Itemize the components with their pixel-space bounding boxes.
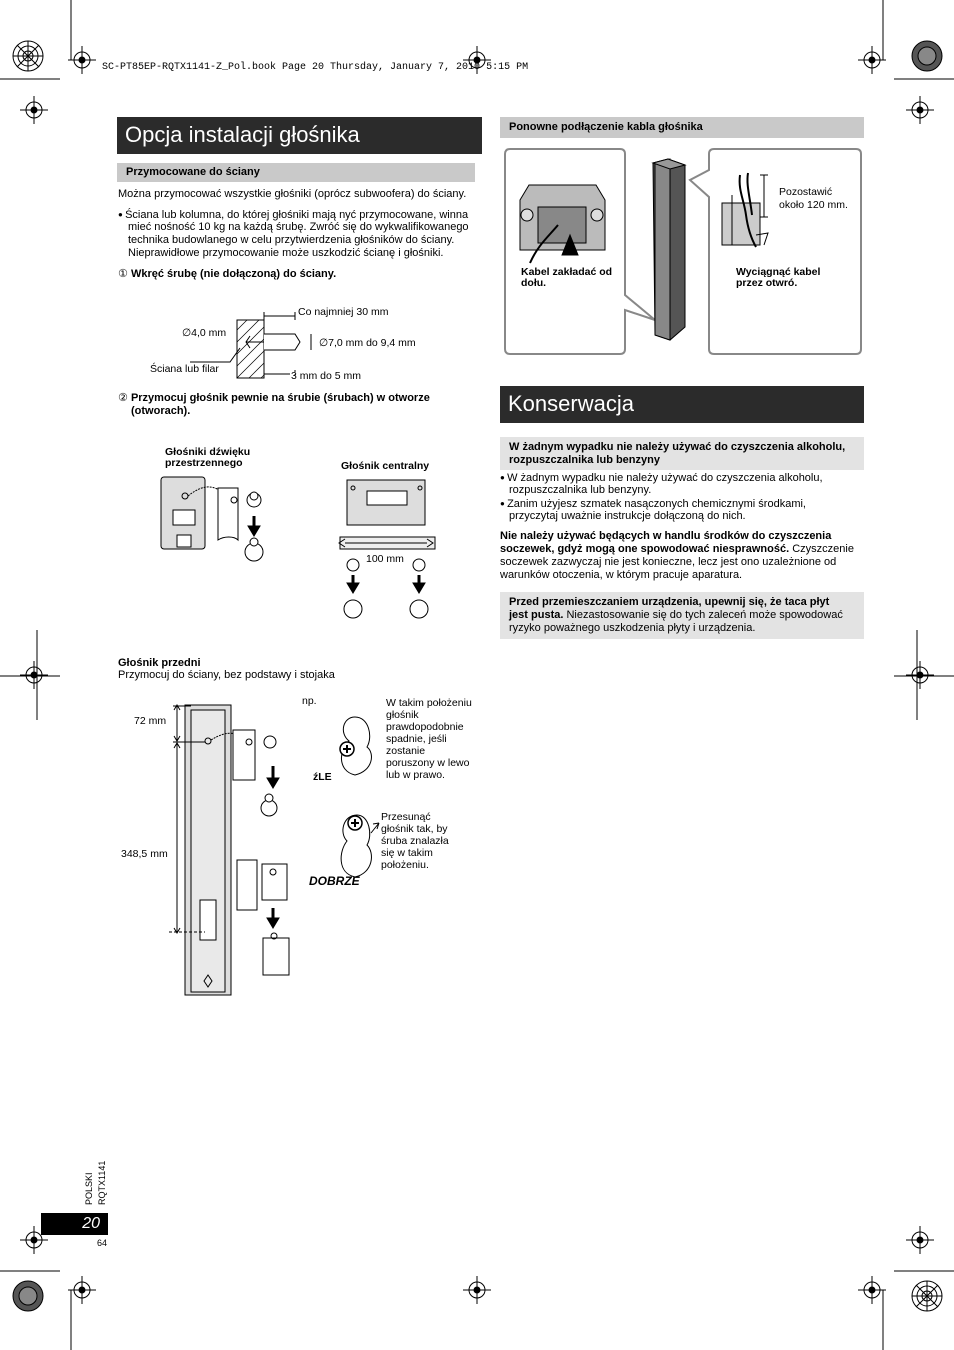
wrong-note-line: poruszony w lewo: [386, 757, 470, 769]
lens-note-normal: Czyszczenie: [789, 543, 854, 555]
lens-note-line: [500, 543, 854, 556]
registration-rosette-icon: [912, 1281, 942, 1311]
wrong-note-line: prawdopodobnie: [386, 721, 464, 733]
label-pull-cable: przez otwró.: [736, 277, 798, 289]
wrong-note-line: spadnie, jeśli: [386, 733, 447, 745]
label-100mm: 100 mm: [366, 553, 404, 565]
footer-model-code: RQTX1141: [97, 1160, 107, 1205]
reconnect-heading: Ponowne podłączenie kabla głośnika: [500, 117, 864, 138]
warning-line: W żadnym wypadku nie należy używać do czyszczenia alkoholu,: [509, 441, 846, 453]
right-note-line: się w takim: [381, 847, 433, 859]
wrong-note: [386, 697, 472, 781]
label-right: DOBRZE: [309, 874, 360, 888]
move-warning-box: [500, 592, 864, 639]
right-note-line: głośnik tak, by: [381, 823, 448, 835]
front-speaker-text: Przymocuj do ściany, bez podstawy i stojaka: [118, 669, 335, 681]
label-pull-cable: Wyciągnąć kabel: [736, 266, 821, 278]
right-note-line: śruba znalazła: [381, 835, 449, 847]
maintenance-bullet-cont: rozpuszczalnika lub benzyny.: [509, 484, 652, 496]
label-min-30mm: Co najmniej 30 mm: [298, 306, 389, 318]
registration-rosette-icon: [13, 41, 43, 71]
wall-mount-heading: Przymocowane do ściany: [117, 163, 475, 182]
label-cable-from-bottom: dołu.: [521, 277, 547, 289]
move-bold: jest pusta.: [509, 609, 564, 621]
sub-page-number: 64: [97, 1238, 108, 1248]
front-speaker-heading: Głośnik przedni: [118, 657, 201, 669]
wrong-note-line: głośnik: [386, 709, 419, 721]
step-text: Przymocuj głośnik pewnie na śrubie (śrubach) w otworze: [130, 392, 430, 404]
bullet-line: technika budowlanego w celu przytwierdzenia głośników do ściany.: [128, 234, 455, 246]
bullet-line: Nieprawidłowe przymocowanie może uszkodzić ścianę i głośniki.: [128, 247, 444, 259]
intro-text: Można przymocować wszystkie głośniki (oprócz subwoofera) do ściany.: [118, 188, 467, 200]
move-normal: Niezastosowanie się do tych zaleceń może spowodować: [563, 609, 843, 621]
label-center: Głośnik centralny: [341, 460, 430, 472]
label-wall: Ściana lub filar: [150, 363, 219, 375]
wrong-note-line: W takim położeniu: [386, 697, 472, 709]
registration-rosette-icon: [13, 1281, 43, 1311]
label-leave-120mm: około 120 mm.: [779, 199, 848, 211]
label-diameter-4mm: ∅4,0 mm: [182, 327, 227, 339]
label-348mm: 348,5 mm: [121, 848, 168, 860]
section-title-install: Opcja instalacji głośnika: [117, 117, 482, 154]
step-number: ①: [118, 268, 128, 280]
label-eg: np.: [302, 695, 317, 707]
step-2: [118, 392, 430, 405]
surround-speaker-illustration: [158, 470, 278, 580]
right-note-line: Przesunąć: [381, 811, 431, 823]
maintenance-bullet-cont: przyczytaj uważnie instrukcje dołączoną do nich.: [509, 510, 746, 522]
maintenance-bullet: ● Zanim użyjesz szmatek nasączonych chemicznymi środkami,: [500, 497, 806, 511]
keyhole-position-diagrams: [325, 705, 385, 885]
bullet-line: mieć nośność 10 kg na każdą śrubę. Zwróć się do wykwalifikowanego: [128, 221, 469, 233]
label-cable-from-bottom: Kabel zakładać od: [521, 266, 613, 278]
lens-note-line: Nie należy używać będących w handlu środków do czyszczenia: [500, 530, 832, 542]
step-number: ②: [118, 392, 128, 404]
label-surround: Głośniki dźwięku: [165, 446, 251, 458]
right-note: [381, 811, 449, 871]
file-info-line: SC-PT85EP-RQTX1141-Z_Pol.book Page 20 Thursday, January 7, 2010 5:15 PM: [102, 62, 529, 73]
section-title-maintenance: Konserwacja: [500, 386, 864, 423]
label-surround: przestrzennego: [165, 457, 243, 469]
warning-box: [500, 437, 864, 470]
front-speaker-illustration: [165, 700, 305, 1000]
label-72mm: 72 mm: [134, 715, 167, 727]
step-1: [118, 268, 336, 281]
warning-line: rozpuszczalnika lub benzyny: [509, 454, 660, 466]
step-text: Wkręć śrubę (nie dołączoną) do ściany.: [130, 268, 337, 280]
label-leave-120mm: Pozostawić: [779, 186, 833, 198]
move-line: ryzyko poważnego uszkodzenia płyty i urządzenia.: [509, 622, 756, 634]
label-wrong: źLE: [313, 771, 332, 783]
maintenance-bullet: ● W żadnym wypadku nie należy używać do czyszczenia alkoholu,: [500, 471, 823, 485]
registration-rosette-icon: [912, 41, 942, 71]
page-number: 20: [41, 1213, 108, 1235]
wrong-note-line: lub w prawo.: [386, 769, 445, 781]
center-speaker-illustration: [335, 475, 445, 625]
step-text: (otworach).: [131, 405, 191, 417]
right-note-line: położeniu.: [381, 859, 429, 871]
wrong-note-line: zostanie: [386, 745, 426, 757]
label-diameter-7mm: ∅7,0 mm do 9,4 mm: [319, 337, 416, 349]
bullet-line: ● Ściana lub kolumna, do której głośniki mają nyć przymocowane, winna: [118, 208, 468, 222]
move-line: [509, 609, 855, 622]
label-gap: 3 mm do 5 mm: [291, 370, 362, 382]
lens-note-line: soczewek zazwyczaj nie jest konieczne, lecz jest ono uzależnione od: [500, 556, 837, 568]
lens-note-line: warunków otoczenia, w którym pracuje aparatura.: [500, 569, 743, 581]
footer-language: POLSKI: [84, 1172, 94, 1205]
move-line: Przed przemieszczaniem urządzenia, upewnij się, że taca płyt: [509, 596, 830, 608]
cable-reconnect-illustration: [500, 145, 866, 357]
lens-note-bold: soczewek, gdyż mogą one spowodować niesprawność.: [500, 543, 790, 555]
